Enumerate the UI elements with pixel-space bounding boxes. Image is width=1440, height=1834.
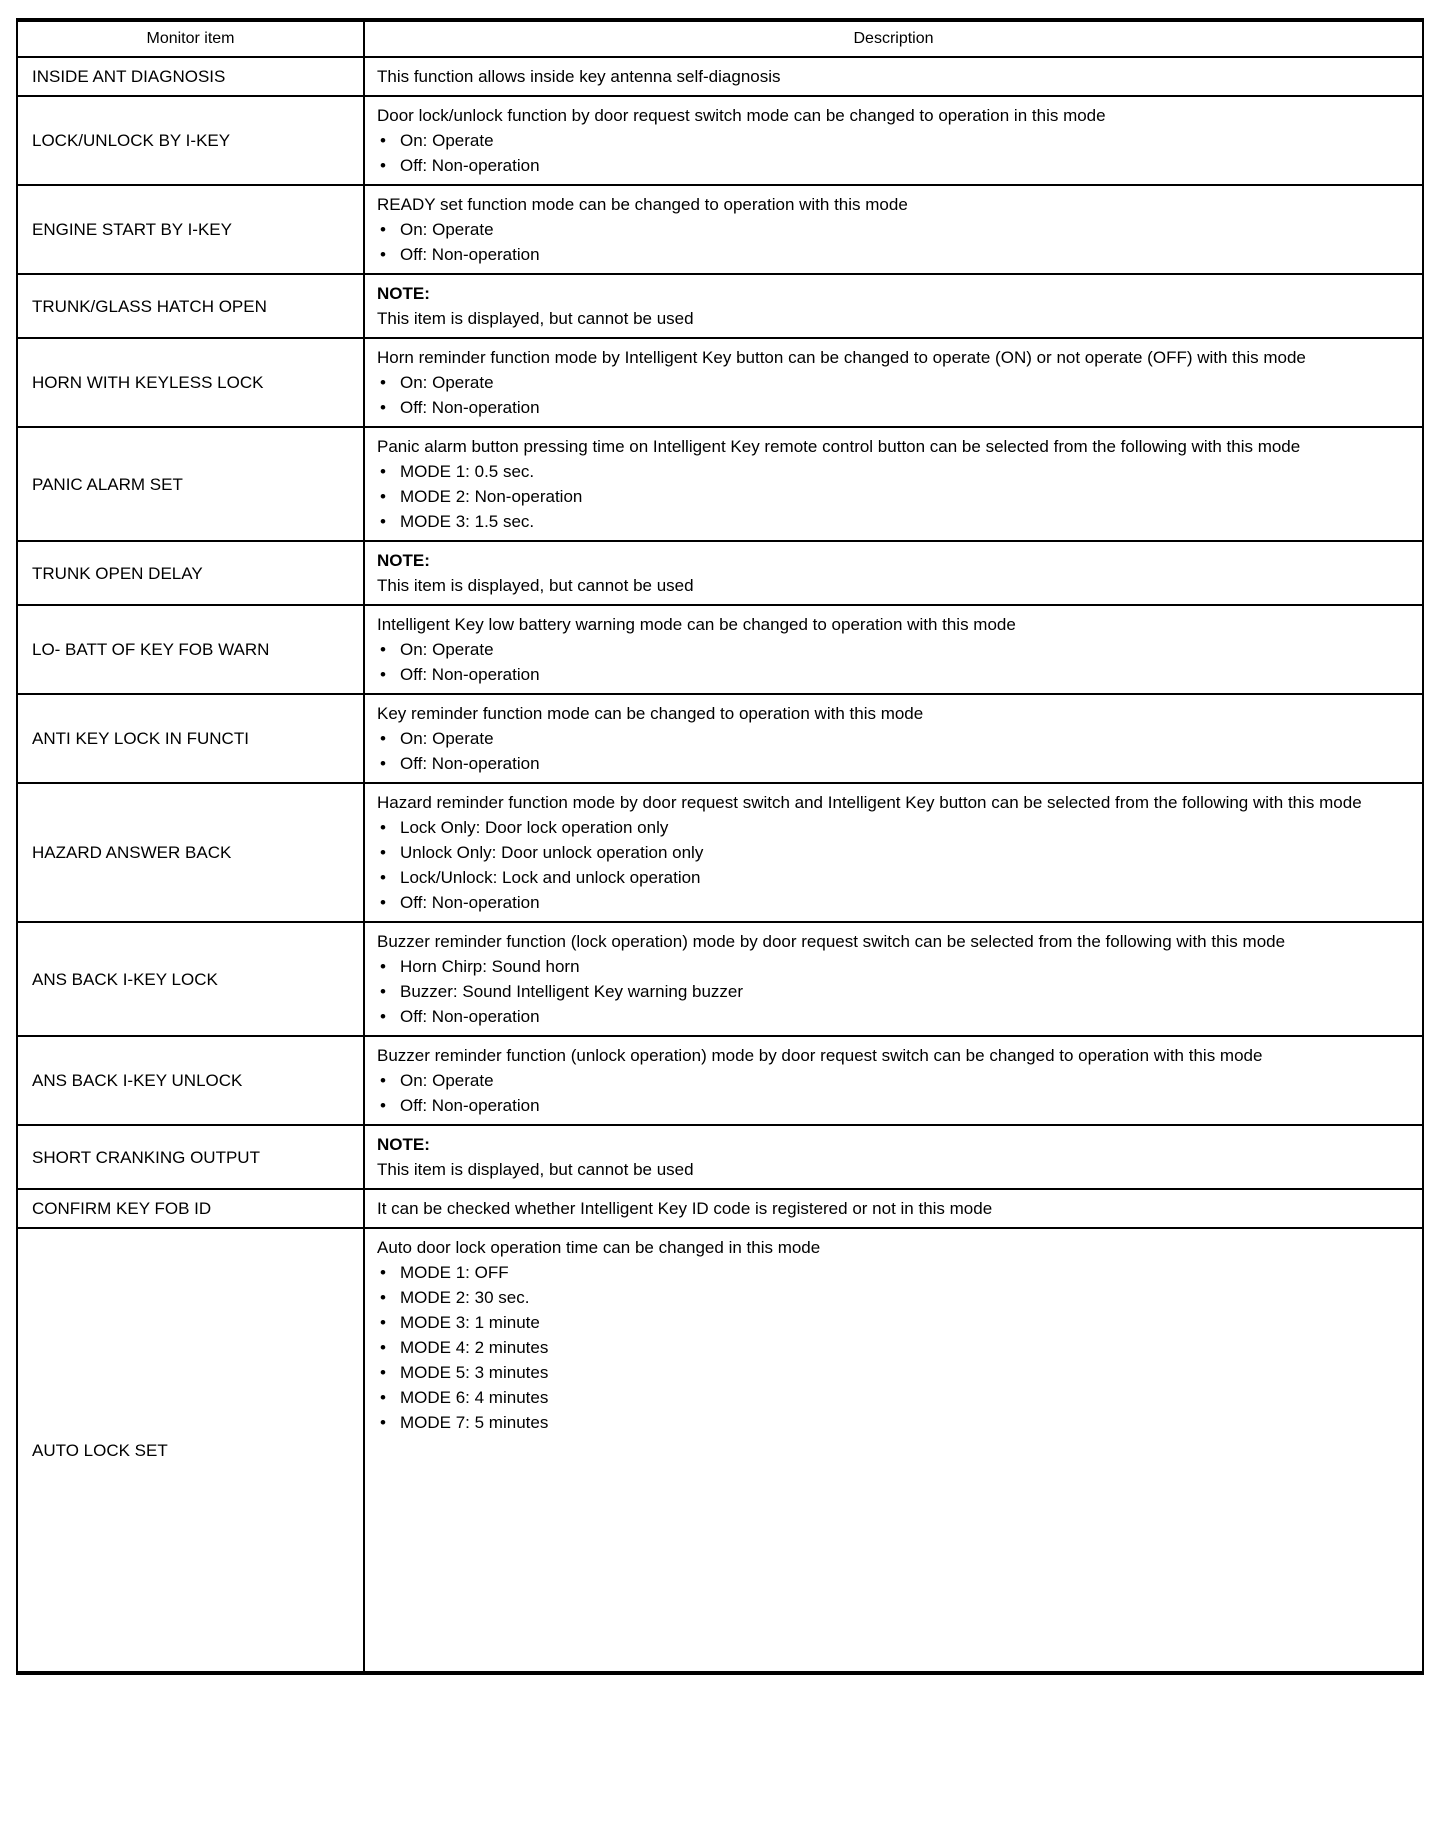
bullet-line (377, 459, 1410, 484)
bullet-line (377, 509, 1410, 534)
monitor-item-cell: ANS BACK I-KEY LOCK (17, 922, 364, 1036)
monitor-item-cell: SHORT CRANKING OUTPUT (17, 1125, 364, 1189)
bullet-icon: • (380, 462, 386, 481)
description-cell (364, 1125, 1423, 1189)
bullet-line (377, 242, 1410, 267)
bullet-text: Lock/Unlock: Lock and unlock operation (400, 868, 701, 887)
bullet-line (377, 1335, 1410, 1360)
bullet-text: Off: Non-operation (400, 245, 540, 264)
bullet-icon: • (380, 131, 386, 150)
table-row (17, 783, 1423, 922)
description-cell (364, 1189, 1423, 1228)
table-row (17, 694, 1423, 783)
bullet-icon: • (380, 982, 386, 1001)
description-text: This function allows inside key antenna self-diagnosis (377, 67, 781, 86)
description-cell (364, 338, 1423, 427)
description-text: Buzzer reminder function (lock operation) mode by door request switch can be selected from the following with this mode (377, 932, 1286, 951)
bullet-line (377, 726, 1410, 751)
table-row (17, 1036, 1423, 1125)
description-text: Horn reminder function mode by Intelligent Key button can be changed to operate (ON) or not operate (OFF) with this mode (377, 348, 1306, 367)
note-label: NOTE: (377, 1135, 430, 1154)
bullet-line (377, 1385, 1410, 1410)
bullet-icon: • (380, 487, 386, 506)
bullet-line (377, 1093, 1410, 1118)
bullet-text: Buzzer: Sound Intelligent Key warning buzzer (400, 982, 744, 1001)
description-text: Door lock/unlock function by door request switch mode can be changed to operation in this mode (377, 106, 1106, 125)
bullet-icon: • (380, 1388, 386, 1407)
description-cell (364, 185, 1423, 274)
description-text: This item is displayed, but cannot be used (377, 309, 694, 328)
description-text: READY set function mode can be changed to operation with this mode (377, 195, 908, 214)
table-body (17, 57, 1423, 1673)
bullet-line (377, 128, 1410, 153)
table-row (17, 922, 1423, 1036)
description-text: This item is displayed, but cannot be used (377, 1160, 694, 1179)
monitor-item-cell: HAZARD ANSWER BACK (17, 783, 364, 922)
header-row (17, 20, 1423, 57)
bullet-icon: • (380, 220, 386, 239)
description-cell (364, 57, 1423, 96)
bullet-text: Horn Chirp: Sound horn (400, 957, 580, 976)
bullet-icon: • (380, 1363, 386, 1382)
description-cell (364, 427, 1423, 541)
description-cell (364, 922, 1423, 1036)
bullet-icon: • (380, 398, 386, 417)
description-text: Hazard reminder function mode by door request switch and Intelligent Key button can be selected from the following with this mode (377, 793, 1362, 812)
description-cell (364, 605, 1423, 694)
monitor-item-cell: HORN WITH KEYLESS LOCK (17, 338, 364, 427)
bullet-icon: • (380, 754, 386, 773)
bullet-line (377, 1360, 1410, 1385)
table-row (17, 1125, 1423, 1189)
description-cell (364, 694, 1423, 783)
monitor-item-cell: TRUNK/GLASS HATCH OPEN (17, 274, 364, 338)
bullet-line (377, 1004, 1410, 1029)
table-row (17, 57, 1423, 96)
monitor-item-cell: LO- BATT OF KEY FOB WARN (17, 605, 364, 694)
bullet-text: MODE 6: 4 minutes (400, 1388, 549, 1407)
bullet-text: MODE 7: 5 minutes (400, 1413, 549, 1432)
bullet-line (377, 637, 1410, 662)
table-row (17, 338, 1423, 427)
bullet-text: Off: Non-operation (400, 1096, 540, 1115)
bullet-text: MODE 4: 2 minutes (400, 1338, 549, 1357)
bullet-icon: • (380, 245, 386, 264)
bullet-icon: • (380, 1313, 386, 1332)
bullet-line (377, 865, 1410, 890)
bullet-icon: • (380, 868, 386, 887)
bullet-text: MODE 1: OFF (400, 1263, 509, 1282)
bullet-line (377, 1260, 1410, 1285)
monitor-item-cell: LOCK/UNLOCK BY I-KEY (17, 96, 364, 185)
description-text: Panic alarm button pressing time on Intelligent Key remote control button can be selected from the following with this mode (377, 437, 1301, 456)
monitor-item-cell: ANS BACK I-KEY UNLOCK (17, 1036, 364, 1125)
bullet-line (377, 395, 1410, 420)
bullet-line (377, 1285, 1410, 1310)
bullet-icon: • (380, 1338, 386, 1357)
description-text: Buzzer reminder function (unlock operation) mode by door request switch can be changed to operation with this mode (377, 1046, 1263, 1065)
monitor-item-cell: AUTO LOCK SET (17, 1228, 364, 1673)
description-text: This item is displayed, but cannot be used (377, 576, 694, 595)
bullet-text: Off: Non-operation (400, 665, 540, 684)
bullet-line (377, 890, 1410, 915)
bullet-line (377, 217, 1410, 242)
monitor-item-cell: PANIC ALARM SET (17, 427, 364, 541)
table-row (17, 1189, 1423, 1228)
bullet-line (377, 840, 1410, 865)
bullet-line (377, 1068, 1410, 1093)
bullet-icon: • (380, 373, 386, 392)
document-page (16, 18, 1424, 1675)
table-row (17, 96, 1423, 185)
bullet-line (377, 1410, 1410, 1435)
bullet-icon: • (380, 1413, 386, 1432)
description-text: It can be checked whether Intelligent Key ID code is registered or not in this mode (377, 1199, 993, 1218)
description-cell (364, 541, 1423, 605)
monitor-item-cell: ENGINE START BY I-KEY (17, 185, 364, 274)
bullet-text: On: Operate (400, 729, 494, 748)
table-row (17, 1228, 1423, 1673)
monitor-item-cell: INSIDE ANT DIAGNOSIS (17, 57, 364, 96)
bullet-text: On: Operate (400, 640, 494, 659)
monitor-item-cell: CONFIRM KEY FOB ID (17, 1189, 364, 1228)
bullet-icon: • (380, 1288, 386, 1307)
bullet-line (377, 751, 1410, 776)
bullet-text: MODE 2: 30 sec. (400, 1288, 530, 1307)
bullet-icon: • (380, 1096, 386, 1115)
bullet-line (377, 153, 1410, 178)
bullet-text: Off: Non-operation (400, 398, 540, 417)
bullet-text: On: Operate (400, 373, 494, 392)
bullet-line (377, 979, 1410, 1004)
bullet-line (377, 370, 1410, 395)
bullet-icon: • (380, 156, 386, 175)
column-header-description: Description (364, 20, 1423, 57)
table-row (17, 541, 1423, 605)
bullet-text: MODE 3: 1 minute (400, 1313, 540, 1332)
note-label: NOTE: (377, 551, 430, 570)
table-row (17, 274, 1423, 338)
table-row (17, 605, 1423, 694)
description-cell (364, 96, 1423, 185)
description-text: Intelligent Key low battery warning mode can be changed to operation with this mode (377, 615, 1016, 634)
bullet-line (377, 1310, 1410, 1335)
table-row (17, 185, 1423, 274)
bullet-text: On: Operate (400, 131, 494, 150)
bullet-text: Off: Non-operation (400, 156, 540, 175)
table-row (17, 427, 1423, 541)
bullet-text: Unlock Only: Door unlock operation only (400, 843, 704, 862)
bullet-icon: • (380, 640, 386, 659)
bullet-icon: • (380, 1071, 386, 1090)
bullet-icon: • (380, 843, 386, 862)
bullet-text: MODE 5: 3 minutes (400, 1363, 549, 1382)
bullet-icon: • (380, 512, 386, 531)
bullet-text: Off: Non-operation (400, 754, 540, 773)
description-text: Key reminder function mode can be changed to operation with this mode (377, 704, 924, 723)
bullet-text: MODE 1: 0.5 sec. (400, 462, 535, 481)
description-cell (364, 1228, 1423, 1673)
bullet-icon: • (380, 665, 386, 684)
bullet-icon: • (380, 957, 386, 976)
monitor-item-cell: ANTI KEY LOCK IN FUNCTI (17, 694, 364, 783)
bullet-text: MODE 3: 1.5 sec. (400, 512, 535, 531)
bullet-text: On: Operate (400, 1071, 494, 1090)
description-text: Auto door lock operation time can be changed in this mode (377, 1238, 821, 1257)
bullet-text: Off: Non-operation (400, 893, 540, 912)
monitor-item-cell: TRUNK OPEN DELAY (17, 541, 364, 605)
description-cell (364, 783, 1423, 922)
bullet-line (377, 954, 1410, 979)
table-header (17, 20, 1423, 57)
bullet-text: On: Operate (400, 220, 494, 239)
bullet-line (377, 662, 1410, 687)
bullet-icon: • (380, 893, 386, 912)
bullet-text: Lock Only: Door lock operation only (400, 818, 669, 837)
monitor-item-table (16, 18, 1424, 1675)
bullet-icon: • (380, 818, 386, 837)
description-cell (364, 1036, 1423, 1125)
bullet-text: Off: Non-operation (400, 1007, 540, 1026)
description-cell (364, 274, 1423, 338)
bullet-text: MODE 2: Non-operation (400, 487, 583, 506)
bullet-line (377, 815, 1410, 840)
bullet-icon: • (380, 1263, 386, 1282)
column-header-monitor-item: Monitor item (17, 20, 364, 57)
bullet-icon: • (380, 729, 386, 748)
bullet-line (377, 484, 1410, 509)
bullet-icon: • (380, 1007, 386, 1026)
note-label: NOTE: (377, 284, 430, 303)
